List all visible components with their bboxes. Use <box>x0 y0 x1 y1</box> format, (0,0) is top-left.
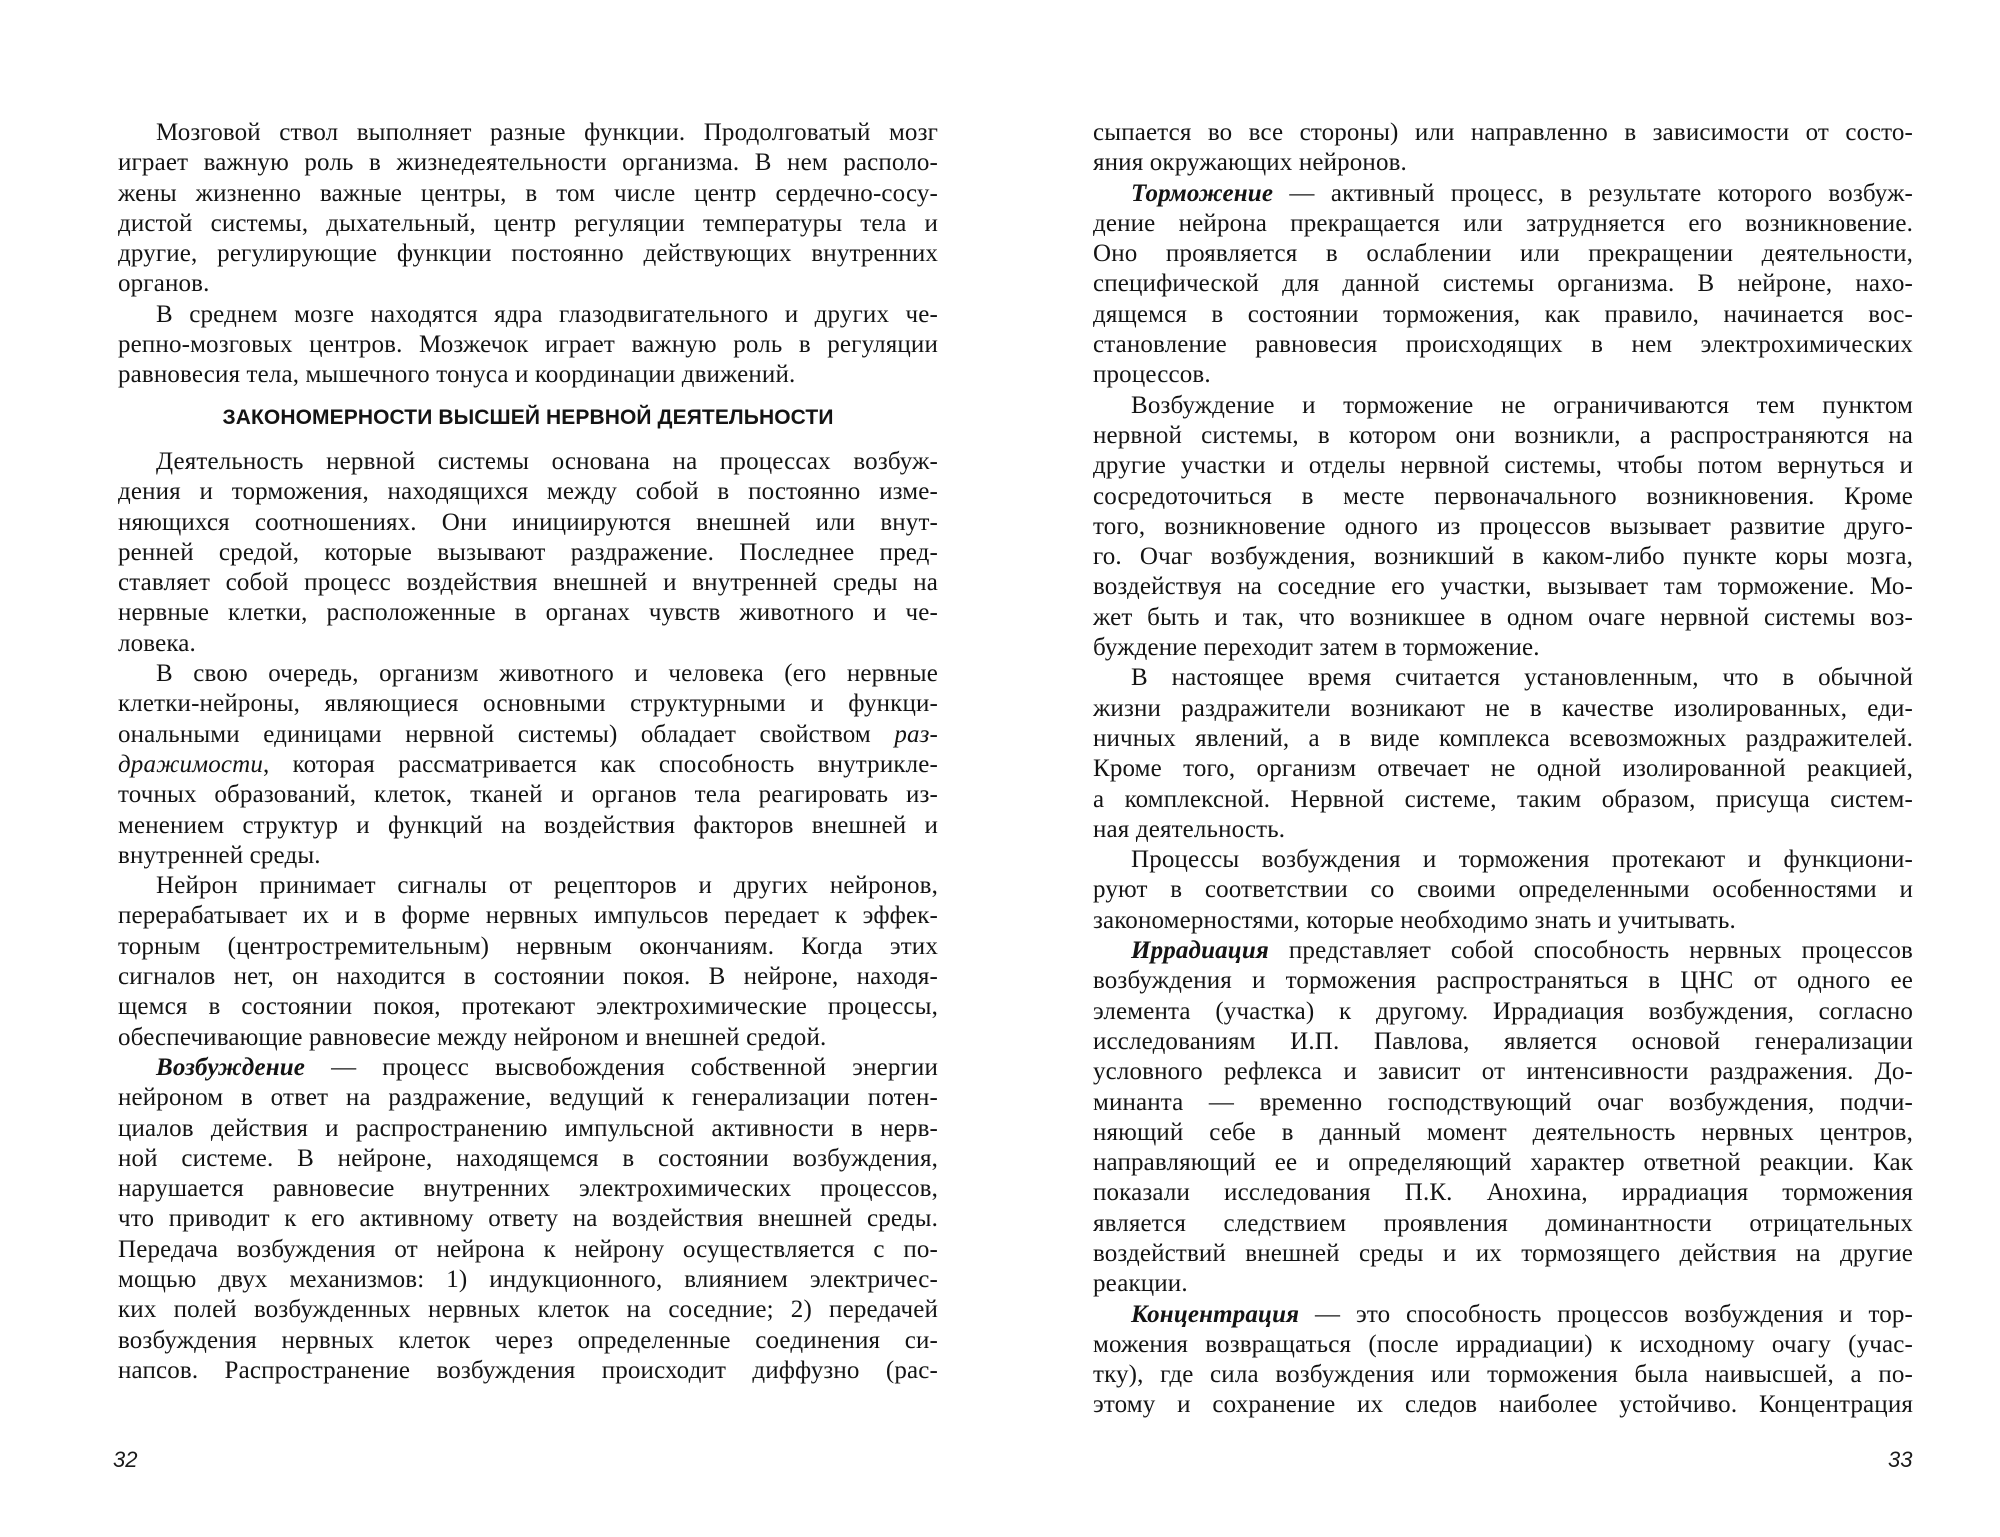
text-line: няющихся соотношениях. Они инициируются внешней или внут- <box>118 508 938 536</box>
text-line: напсов. Распространение возбуждения происходит диффузно (рас- <box>118 1356 938 1384</box>
text-line: репно-мозговых центров. Мозжечок играет важную роль в регуляции <box>118 331 938 359</box>
text-line: воздействий внешней среды и их тормозящего действия на другие <box>1093 1239 1913 1267</box>
text-line: тку), где сила возбуждения или торможения была наивысшей, а по- <box>1093 1361 1913 1389</box>
text-line: что приводит к его активному ответу на воздействия внешней среды. <box>118 1205 938 1233</box>
text-line: можения возвращаться (после иррадиации) к исходному очагу (учас- <box>1093 1330 1913 1358</box>
text-line: является следствием проявления доминантности отрицательных <box>1093 1209 1913 1237</box>
text-line: равновесия тела, мышечного тонуса и координации движений. <box>118 361 796 389</box>
text-line: няющий себе в данный момент деятельность нервных центров, <box>1093 1118 1913 1146</box>
text-line: Передача возбуждения от нейрона к нейрону осуществляется с по- <box>118 1235 938 1263</box>
text-line: сосредоточиться в месте первоначального возникновения. Кроме <box>1093 482 1913 510</box>
text-line: специфической для данной системы организма. В нейроне, нахо- <box>1093 270 1913 298</box>
text-line: точных образований, клеток, тканей и органов тела реагировать из- <box>118 781 938 809</box>
text-line: жены жизненно важные центры, в том числе центр сердечно-сосу- <box>118 179 938 207</box>
text-line: щемся в состоянии покоя, протекают электрохимические процессы, <box>118 993 938 1021</box>
text-line: возбуждения нервных клеток через определенные соединения си- <box>118 1326 938 1354</box>
text-line: минанта — временно господствующий очаг возбуждения, подчи- <box>1093 1088 1913 1116</box>
paragraph-irritability <box>118 659 938 871</box>
text-line: дящемся в состоянии торможения, как правило, начинается вос- <box>1093 300 1913 328</box>
text-line: ная деятельность. <box>1093 815 1286 843</box>
page-number-left: 32 <box>113 1447 138 1472</box>
text-line: показали исследования П.К. Анохина, иррадиация торможения <box>1093 1179 1913 1207</box>
term-excitation: Возбуждение <box>156 1053 306 1081</box>
text-line: дистой системы, дыхательный, центр регуляции температуры тела и <box>118 209 938 237</box>
paragraph-inhibition <box>1093 179 1913 391</box>
text-line: дение нейрона прекращается или затрудняется его возникновение. <box>1093 209 1913 237</box>
text-line: торным (центростремительным) нервным окончаниям. Когда этих <box>118 932 938 960</box>
italic-term: дражимости <box>118 750 264 778</box>
text-span: , которая рассматривается как способность внутрикле- <box>263 750 938 778</box>
text-span: ональными единицами нервной системы) обладает свойством <box>118 720 895 748</box>
text-line: циалов действия и распространению импульсной активности в нерв- <box>118 1114 938 1142</box>
text-line: другие участки и отделы нервной системы, чтобы потом вернуться и <box>1093 452 1913 480</box>
paragraph-spread <box>1093 391 1913 664</box>
text-line: Возбуждение и торможение не ограничиваются тем пунктом <box>1131 391 1913 419</box>
text-line: клетки-нейроны, являющиеся основными структурными и функци- <box>118 690 938 718</box>
text-line: исследованиям И.П. Павлова, является основой генерализации <box>1093 1027 1913 1055</box>
paragraph-midbrain <box>118 300 938 391</box>
paragraph-brainstem <box>118 118 938 300</box>
text-line: Нейрон принимает сигналы от рецепторов и других нейронов, <box>156 872 938 900</box>
text-line: Деятельность нервной системы основана на процессах возбуж- <box>156 447 938 475</box>
text-line: яния окружающих нейронов. <box>1093 149 1407 177</box>
text-line: Мозговой ствол выполняет разные функции. Продолговатый мозг <box>156 119 938 146</box>
text-line: ловека. <box>118 629 196 657</box>
text-line: Кроме того, организм отвечает не одной изолированной реакцией, <box>1093 755 1913 783</box>
text-line: сыпается во все стороны) или направленно в зависимости от состо- <box>1093 119 1913 146</box>
text-line: реакции. <box>1093 1270 1188 1298</box>
page-number-right: 33 <box>1888 1447 1913 1472</box>
text-line: Оно проявляется в ослаблении или прекращении деятельности, <box>1093 240 1913 268</box>
term-inhibition: Торможение <box>1131 179 1274 207</box>
text-line: условного рефлекса и зависит от интенсивности раздражения. До- <box>1093 1058 1913 1086</box>
paragraph-stimuli <box>1093 663 1913 845</box>
paragraph-continuation <box>1093 118 1913 179</box>
text-line: нервной системы, в котором они возникли, а распространяются на <box>1093 421 1913 449</box>
text-line <box>1093 936 1913 966</box>
text-line: В среднем мозге находятся ядра глазодвигательного и других че- <box>156 300 938 328</box>
text-line: нервные клетки, расположенные в органах чувств животного и че- <box>118 599 938 627</box>
text-line <box>118 720 938 750</box>
text-line: другие, регулирующие функции постоянно действующих внутренних <box>118 240 938 268</box>
text-span: — это способность процессов возбуждения и тор- <box>1299 1300 1913 1328</box>
paragraph-excitation <box>118 1053 938 1386</box>
text-span: представляет собой способность нервных процессов <box>1268 937 1913 965</box>
text-line: закономерностями, которые необходимо знать и учитывать. <box>1093 906 1736 934</box>
paragraph-neuron <box>118 871 938 1053</box>
text-line: го. Очаг возбуждения, возникший в каком-либо пункте коры мозга, <box>1093 543 1913 571</box>
text-line: нейроном в ответ на раздражение, ведущий к генерализации потен- <box>118 1084 938 1112</box>
right-page <box>1093 118 1913 1421</box>
term-concentration: Концентрация <box>1131 1300 1300 1328</box>
text-line: перерабатывает их и в форме нервных импульсов передает к эффек- <box>118 902 938 930</box>
term-irradiation: Иррадиация <box>1131 937 1269 965</box>
paragraph-concentration <box>1093 1300 1913 1421</box>
text-line: этому и сохранение их следов наиболее устойчиво. Концентрация <box>1093 1391 1913 1419</box>
text-line: В свою очередь, организм животного и человека (его нервные <box>156 660 938 688</box>
text-line: ких полей возбужденных нервных клеток на соседние; 2) передачей <box>118 1296 938 1324</box>
text-line: буждение переходит затем в торможение. <box>1093 634 1540 662</box>
text-line: становление равновесия происходящих в нем электрохимических <box>1093 331 1913 359</box>
text-line: играет важную роль в жизнедеятельности организма. В нем располо- <box>118 149 938 177</box>
italic-term: раз- <box>894 720 938 748</box>
text-line: руют в соответствии со своими определенными особенностями и <box>1093 876 1913 904</box>
text-line: дения и торможения, находящихся между собой в постоянно изме- <box>118 478 938 506</box>
text-line: а комплексной. Нервной системе, таким образом, присуща систем- <box>1093 785 1913 813</box>
text-line: воздействуя на соседние его участки, вызывает там торможение. Мо- <box>1093 573 1913 601</box>
text-line: Процессы возбуждения и торможения протекают и функциони- <box>1131 846 1913 874</box>
text-line: В настоящее время считается установленным, что в обычной <box>1131 664 1913 692</box>
text-line: элемента (участка) к другому. Иррадиация возбуждения, согласно <box>1093 997 1913 1025</box>
text-span: — процесс высвобождения собственной энергии <box>305 1053 938 1081</box>
text-line: того, возникновение одного из процессов вызывает развитие друго- <box>1093 512 1913 540</box>
text-span: — активный процесс, в результате которого возбуж- <box>1273 179 1913 207</box>
text-line: ренней средой, которые вызывают раздражение. Последнее пред- <box>118 538 938 566</box>
text-line: ничных явлений, а в виде комплекса всевозможных раздражителей. <box>1093 724 1913 752</box>
text-line: жет быть и так, что возникшее в одном очаге нервной системы воз- <box>1093 603 1913 631</box>
text-line: ной системе. В нейроне, находящемся в состоянии возбуждения, <box>118 1144 938 1172</box>
text-line: обеспечивающие равновесие между нейроном и внешней средой. <box>118 1023 827 1051</box>
text-line <box>1093 1300 1913 1330</box>
paragraph-processes <box>1093 845 1913 936</box>
text-line <box>118 1053 938 1083</box>
text-line: процессов. <box>1093 361 1211 389</box>
text-line <box>1093 179 1913 209</box>
text-line: жизни раздражители возникают не в качестве изолированных, еди- <box>1093 694 1913 722</box>
text-line: органов. <box>118 270 210 298</box>
paragraph-irradiation <box>1093 936 1913 1300</box>
text-line: возбуждения и торможения распространяться в ЦНС от одного ее <box>1093 967 1913 995</box>
text-line: мощью двух механизмов: 1) индукционного, влиянием электричес- <box>118 1265 938 1293</box>
section-heading: ЗАКОНОМЕРНОСТИ ВЫСШЕЙ НЕРВНОЙ ДЕЯТЕЛЬНОСТИ <box>222 405 834 429</box>
paragraph-nervous-activity <box>118 447 938 659</box>
text-line: направляющий ее и определяющий характер ответной реакции. Как <box>1093 1149 1913 1177</box>
text-line <box>118 750 938 780</box>
text-line: сигналов нет, он находится в состоянии покоя. В нейроне, находя- <box>118 963 938 991</box>
text-line: внутренней среды. <box>118 841 321 869</box>
left-page <box>118 118 938 1386</box>
text-line: менением структур и функций на воздействия факторов внешней и <box>118 811 938 839</box>
text-line: нарушается равновесие внутренних электрохимических процессов, <box>118 1175 938 1203</box>
text-line: ставляет собой процесс воздействия внешней и внутренней среды на <box>118 569 938 597</box>
